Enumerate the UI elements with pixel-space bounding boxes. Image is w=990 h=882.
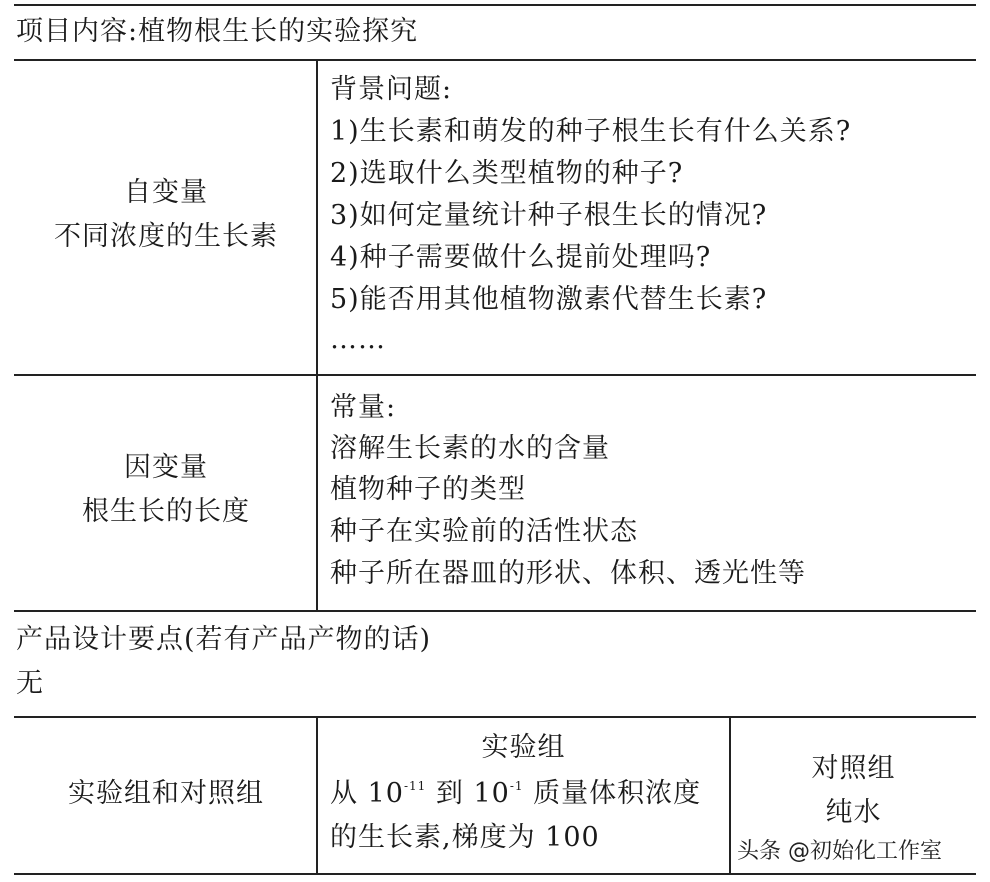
background-ellipsis: …… xyxy=(330,324,386,355)
table-top-border xyxy=(14,4,976,6)
watermark: 头条 @初始化工作室 xyxy=(737,839,942,864)
experimental-group-title: 实验组 xyxy=(481,732,566,763)
row-divider-1 xyxy=(14,59,976,61)
background-question: 2)选取什么类型植物的种子? xyxy=(330,158,684,189)
experimental-group-gradient: 的生长素,梯度为 100 xyxy=(330,822,600,853)
groups-label: 实验组和对照组 xyxy=(68,778,264,809)
background-question: 1)生长素和萌发的种子根生长有什么关系? xyxy=(330,116,852,147)
product-design-value: 无 xyxy=(16,668,44,699)
dependent-variable-value: 根生长的长度 xyxy=(82,496,250,527)
constants-title: 常量: xyxy=(330,392,397,423)
table-bottom-border xyxy=(14,873,976,875)
project-content: 项目内容:植物根生长的实验探究 xyxy=(16,16,419,47)
constant-item: 植物种子的类型 xyxy=(330,474,526,505)
column-divider-top xyxy=(316,59,318,610)
row-divider-3 xyxy=(14,610,976,612)
background-question: 5)能否用其他植物激素代替生长素? xyxy=(330,284,768,315)
constant-item: 溶解生长素的水的含量 xyxy=(330,433,610,464)
experimental-group-range: 从 $10^{-11}$ 到 $10^{-1}$ 质量体积浓度 xyxy=(330,778,702,809)
constant-item: 种子所在器皿的形状、体积、透光性等 xyxy=(330,558,806,589)
independent-variable-title: 自变量 xyxy=(124,177,208,208)
control-group-value: 纯水 xyxy=(825,797,882,828)
background-question: 4)种子需要做什么提前处理吗? xyxy=(330,242,712,273)
constant-item: 种子在实验前的活性状态 xyxy=(330,516,638,547)
independent-variable-value: 不同浓度的生长素 xyxy=(54,221,278,252)
row-divider-2 xyxy=(14,374,976,376)
background-title: 背景问题: xyxy=(330,74,453,105)
product-design-title: 产品设计要点(若有产品产物的话) xyxy=(16,624,432,655)
control-group-title: 对照组 xyxy=(811,753,896,784)
dependent-variable-title: 因变量 xyxy=(124,452,208,483)
background-question: 3)如何定量统计种子根生长的情况? xyxy=(330,200,768,231)
row-divider-4 xyxy=(14,716,976,718)
